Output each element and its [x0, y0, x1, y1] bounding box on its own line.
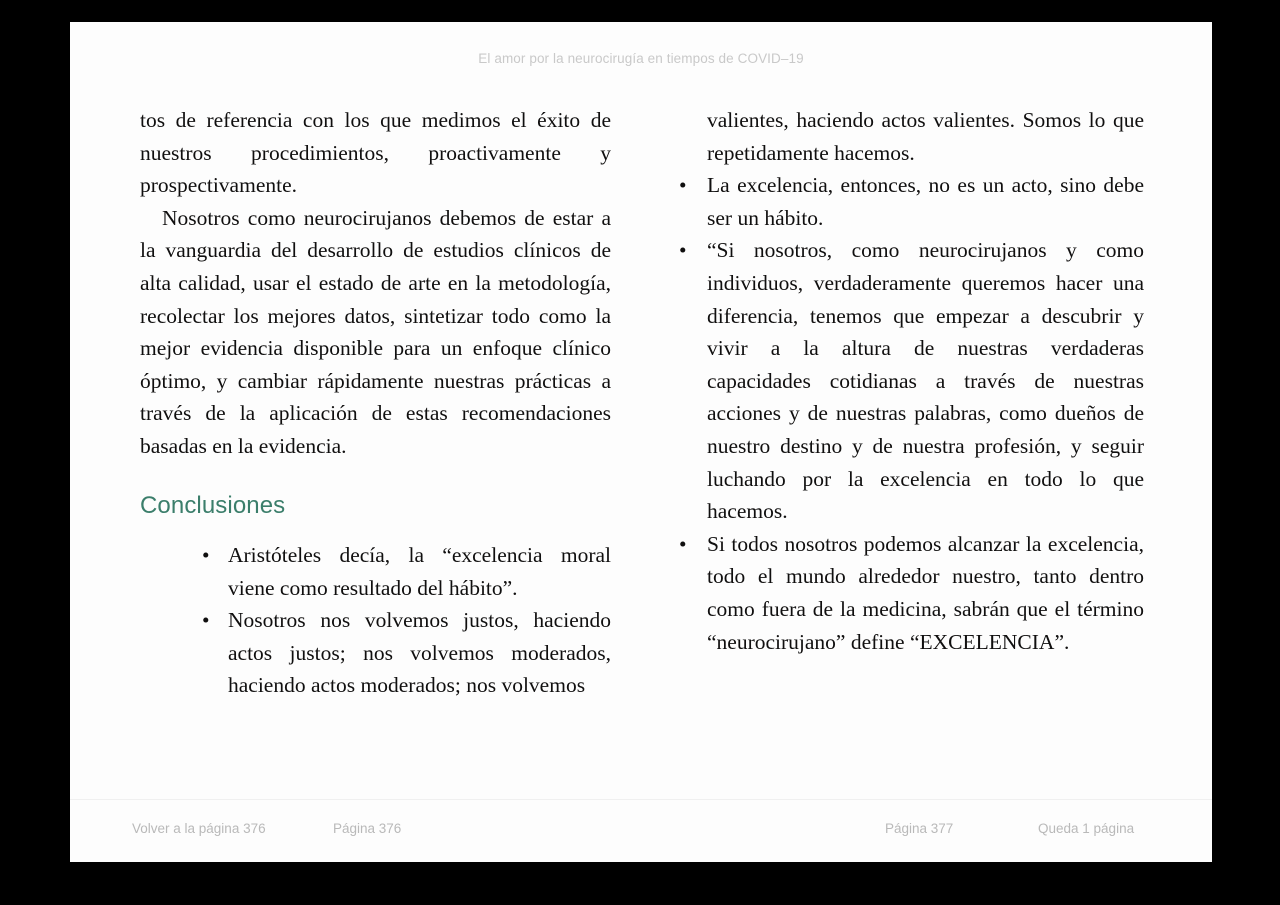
page-columns: [70, 104, 1212, 764]
list-item: [202, 604, 611, 702]
list-item-continuation: [679, 104, 1144, 169]
pages-remaining-label: Queda 1 página: [1038, 821, 1135, 836]
paragraph-vanguardia: Nosotros como neurocirujanos debemos de estar a la vanguardia del desarrollo de estudios clínicos de alta calidad, usar el estado de arte en la metodología, recolectar los mejores datos, sintetizar todo como la mejor evidencia disponible para un enfoque clínico óptimo, y cambiar rápidamente nuestras prácticas a través de la aplicación de estas recomendaciones basadas en la evidencia.: [140, 205, 611, 458]
final-text-after: ”.: [1054, 629, 1070, 654]
list-item-text: valientes, haciendo actos valientes. Somos lo que repetidamente hacemos.: [707, 108, 1144, 165]
smallcaps-excelencia: EXCELENCIA: [919, 629, 1055, 654]
footer-controls: [70, 819, 1212, 839]
right-column: [641, 104, 1212, 764]
document-page: [70, 22, 1212, 862]
list-item-text: Nosotros nos volvemos justos, haciendo actos justos; nos volvemos moderados, haciendo actos moderados; nos volvemos: [228, 608, 611, 698]
list-item-text: [707, 532, 1144, 654]
bullet-icon: •: [679, 238, 687, 263]
page-number-right: Página 377: [885, 821, 954, 836]
page-footer: [70, 799, 1212, 862]
bullet-icon: •: [679, 173, 687, 198]
list-item-final: [679, 528, 1144, 658]
bullet-icon: •: [679, 531, 687, 556]
section-heading-conclusiones: Conclusiones: [140, 491, 286, 519]
list-item: [679, 234, 1144, 527]
list-item-text: La excelencia, entonces, no es un acto, sino debe ser un hábito.: [707, 173, 1144, 230]
back-to-page-link[interactable]: Volver a la página 376: [132, 821, 266, 836]
bullet-icon: •: [202, 542, 210, 567]
final-text-before: Si todos nosotros podemos alcanzar la excelencia, todo el mundo alrededor nuestro, tanto dentro como fuera de la medicina, sabrán que el término “neurocirujano” define “: [707, 531, 1144, 654]
list-item-text: Aristóteles decía, la “excelencia moral viene como resultado del hábito”.: [228, 542, 611, 600]
left-column: [70, 104, 641, 764]
list-item-text: “Si nosotros, como neurocirujanos y como individuos, verdaderamente queremos hacer una diferencia, tenemos que empezar a descubrir y vivir a la altura de nuestras verdaderas capacidades cotidianas a través de nuestras acciones y de nuestras palabras, como dueños de nuestro destino y de nuestra profesión, y seguir luchando por la excelencia en todo lo que hacemos.: [707, 238, 1144, 524]
list-item: [202, 539, 611, 604]
paragraph-continued: tos de referencia con los que medimos el éxito de nuestros procedimientos, proactivamente y prospectivamente.: [140, 108, 611, 198]
running-header: El amor por la neurocirugía en tiempos de COVID–19: [478, 51, 804, 66]
bullet-icon: •: [202, 608, 210, 633]
conclusions-list-right: [679, 104, 1144, 658]
list-item: [679, 169, 1144, 234]
page-number-left: Página 376: [333, 821, 402, 836]
conclusions-list-left: [140, 539, 611, 702]
